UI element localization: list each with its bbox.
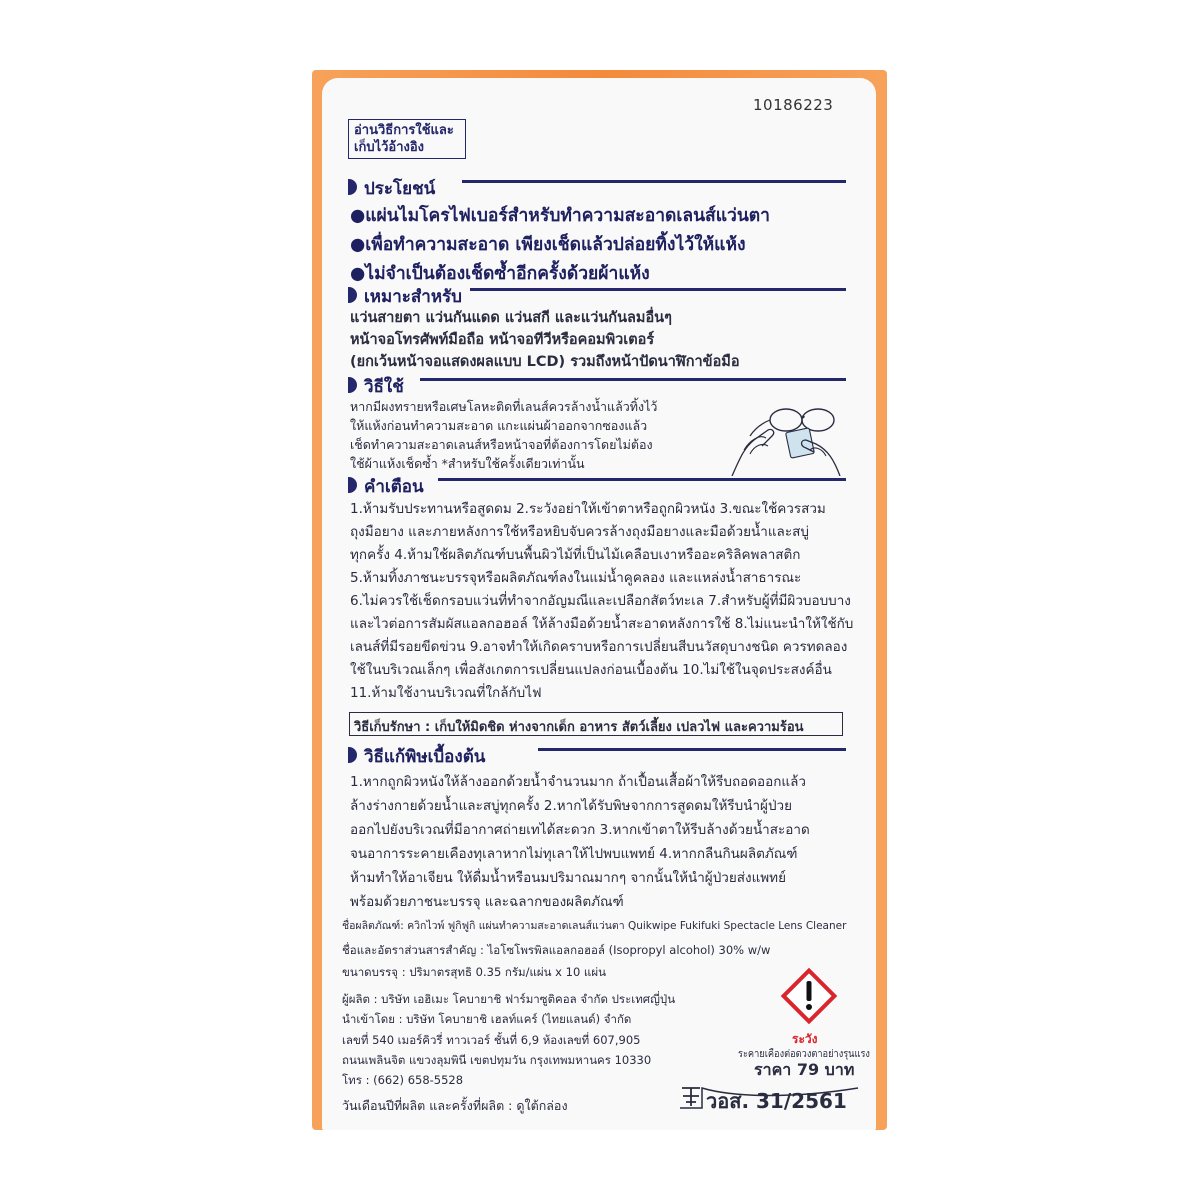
section-marker-icon bbox=[348, 179, 357, 195]
warning-line: 6.ไม่ควรใช้เช็ดกรอบแว่นที่ทำจากอัญมณีและเปลือกสัตว์ทะเล 7.สำหรับผู้ที่มีผิวบอบบาง bbox=[350, 593, 851, 609]
warning-line: ใช้ในบริเวณเล็กๆ เพื่อสังเกตการเปลี่ยนแปลงก่อนเบื้องต้น 10.ไม่ใช้ในจุดประสงค์อื่น bbox=[350, 662, 832, 678]
warning-line: เลนส์ที่มีรอยขีดข่วน 9.อาจทำให้เกิดคราบหรือการเปลี่ยนสีบนวัสดุบางชนิด ควรทดลอง bbox=[350, 639, 848, 655]
read-note-line: อ่านวิธีการใช้และ bbox=[354, 123, 454, 138]
benefit-item: ●เพื่อทำความสะอาด เพียงเช็ดแล้วปล่อยทิ้งไว้ให้แห้ง bbox=[350, 235, 746, 255]
warning-line: 1.ห้ามรับประทานหรือสูดดม 2.ระวังอย่าให้เข้าตาหรือถูกผิวหนัง 3.ขณะใช้ควรสวม bbox=[350, 501, 826, 517]
first-aid-line: จนอาการระคายเคืองทุเลาหากไม่ทุเลาให้ไปพบแพทย์ 4.หากกลืนกินผลิตภัณฑ์ bbox=[350, 846, 798, 862]
section-suitable bbox=[348, 284, 846, 306]
exclamation-hazard-icon bbox=[777, 964, 841, 1028]
warning-line: ทุกครั้ง 4.ห้ามใช้ผลิตภัณฑ์บนพื้นผิวไม้ที่เป็นไม้เคลือบเงาหรืออะคริลิคพลาสติก bbox=[350, 547, 801, 563]
first-aid-line: 1.หากถูกผิวหนังให้ล้างออกด้วยน้ำจำนวนมาก ถ้าเปื้อนเสื้อผ้าให้รีบถอดออกแล้ว bbox=[350, 774, 806, 790]
suitable-line: หน้าจอโทรศัพท์มือถือ หน้าจอทีวีหรือคอมพิวเตอร์ bbox=[350, 332, 655, 348]
read-note-line: เก็บไว้อ้างอิง bbox=[354, 140, 425, 155]
importer-address: เลขที่ 540 เมอร์คิวรี่ ทาวเวอร์ ชั้นที่ 6,9 ห้องเลขที่ 607,905 bbox=[342, 1033, 641, 1047]
storage-text: วิธีเก็บรักษา : เก็บให้มิดชิด ห่างจากเด็ก อาหาร สัตว์เลี้ยง เปลวไฟ และความร้อน bbox=[354, 720, 804, 735]
section-title: เหมาะสำหรับ bbox=[364, 287, 462, 307]
warning-line: 11.ห้ามใช้งานบริเวณที่ใกล้กับไฟ bbox=[350, 685, 542, 701]
fda-registration bbox=[676, 1084, 859, 1112]
section-title: คำเตือน bbox=[364, 477, 424, 497]
section-title: วิธีใช้ bbox=[364, 377, 404, 397]
first-aid-line: ห้ามทำให้อาเจียน ให้ดื่มน้ำหรือนมปริมาณมากๆ จากนั้นให้นำผู้ป่วยส่งแพทย์ bbox=[350, 870, 786, 886]
warning-line: 5.ห้ามทิ้งภาชนะบรรจุหรือผลิตภัณฑ์ลงในแม่น้ำคูคลอง และแหล่งน้ำสาธารณะ bbox=[350, 570, 802, 586]
importer-address: ถนนเพลินจิต แขวงลุมพินี เขตปทุมวัน กรุงเทพมหานคร 10330 bbox=[342, 1053, 652, 1067]
benefit-item: ●แผ่นไมโครไฟเบอร์สำหรับทำความสะอาดเลนส์แว่นตา bbox=[350, 206, 770, 226]
section-marker-icon bbox=[348, 287, 357, 303]
read-instructions-note bbox=[348, 119, 466, 159]
fda-number: วอส. 31/2561 bbox=[706, 1089, 847, 1113]
section-marker-icon bbox=[348, 747, 357, 763]
section-warnings bbox=[348, 474, 846, 496]
warning-line: ถุงมือยาง และภายหลังการใช้หรือหยิบจับควรล้างถุงมือยางและมือด้วยน้ำและสบู่ bbox=[350, 524, 809, 540]
storage-box bbox=[349, 712, 843, 736]
suitable-line: (ยกเว้นหน้าจอแสดงผลแบบ LCD) รวมถึงหน้าปัดนาฬิกาข้อมือ bbox=[350, 354, 740, 370]
product-code: 10186223 bbox=[753, 96, 834, 114]
active-ingredient: ชื่อและอัตราส่วนสารสำคัญ : ไอโซโพรพิลแอลกอฮอล์ (Isopropyl alcohol) 30% w/w bbox=[342, 943, 771, 957]
manufacturing-date-note: วันเดือนปีที่ผลิต และครั้งที่ผลิต : ดูใต้กล่อง bbox=[342, 1098, 568, 1113]
package-size: ขนาดบรรจุ : ปริมาตรสุทธิ 0.35 กรัม/แผ่น x 10 แผ่น bbox=[342, 965, 606, 979]
section-benefits bbox=[348, 176, 846, 198]
section-title: วิธีแก้พิษเบื้องต้น bbox=[364, 747, 486, 767]
hands-wiping-glasses-icon bbox=[730, 400, 842, 476]
product-name: ชื่อผลิตภัณฑ์: ควิกไวพ์ ฟูกิฟูกิ แผ่นทำความสะอาดเลนส์แว่นตา Quikwipe Fukifuki Spectacle Lens Cleaner bbox=[342, 920, 847, 932]
importer: นำเข้าโดย : บริษัท โคบายาชิ เฮลท์แคร์ (ไทยแลนด์) จำกัด bbox=[342, 1012, 632, 1026]
section-first-aid bbox=[348, 744, 846, 766]
price: ราคา 79 บาท bbox=[754, 1060, 855, 1079]
section-rule bbox=[470, 288, 846, 291]
section-rule bbox=[538, 748, 846, 751]
usage-line: ใช้ผ้าแห้งเช็ดซ้ำ *สำหรับใช้ครั้งเดียวเท่านั้น bbox=[350, 456, 585, 471]
section-usage bbox=[348, 374, 846, 396]
suitable-line: แว่นสายตา แว่นกันแดด แว่นสกี และแว่นกันลมอื่นๆ bbox=[350, 310, 672, 326]
manufacturer: ผู้ผลิต : บริษัท เอฮิเมะ โคบายาชิ ฟาร์มาซูติคอล จำกัด ประเทศญี่ปุ่น bbox=[342, 992, 676, 1006]
usage-line: ให้แห้งก่อนทำความสะอาด แกะแผ่นผ้าออกจากซองแล้ว bbox=[350, 418, 648, 433]
section-rule bbox=[420, 378, 846, 381]
hazard-label: ระวัง bbox=[792, 1032, 818, 1046]
section-rule bbox=[462, 180, 846, 183]
section-title: ประโยชน์ bbox=[364, 179, 436, 199]
section-marker-icon bbox=[348, 377, 357, 393]
importer-phone: โทร : (662) 658-5528 bbox=[342, 1073, 464, 1087]
warning-line: และไวต่อการสัมผัสแอลกอฮอล์ ให้ล้างมือด้วยน้ำสะอาดหลังการใช้ 8.ไม่แนะนำให้ใช้กับ bbox=[350, 616, 854, 632]
hazard-sublabel: ระคายเคืองต่อดวงตาอย่างรุนแรง bbox=[738, 1048, 870, 1060]
first-aid-line: ล้างร่างกายด้วยน้ำและสบู่ทุกครั้ง 2.หากได้รับพิษจากการสูดดมให้รีบนำผู้ป่วย bbox=[350, 798, 793, 814]
usage-line: เช็ดทำความสะอาดเลนส์หรือหน้าจอที่ต้องการโดยไม่ต้อง bbox=[350, 437, 653, 452]
first-aid-line: ออกไปยังบริเวณที่มีอากาศถ่ายเทได้สะดวก 3.หากเข้าตาให้รีบล้างด้วยน้ำสะอาด bbox=[350, 822, 810, 838]
first-aid-line: พร้อมด้วยภาชนะบรรจุ และฉลากของผลิตภัณฑ์ bbox=[350, 894, 624, 910]
usage-line: หากมีผงทรายหรือเศษโลหะติดที่เลนส์ควรล้างน้ำแล้วทิ้งไว้ bbox=[350, 399, 658, 414]
section-marker-icon bbox=[348, 477, 357, 493]
benefit-item: ●ไม่จำเป็นต้องเช็ดซ้ำอีกครั้งด้วยผ้าแห้ง bbox=[350, 264, 650, 284]
section-rule bbox=[438, 478, 846, 481]
